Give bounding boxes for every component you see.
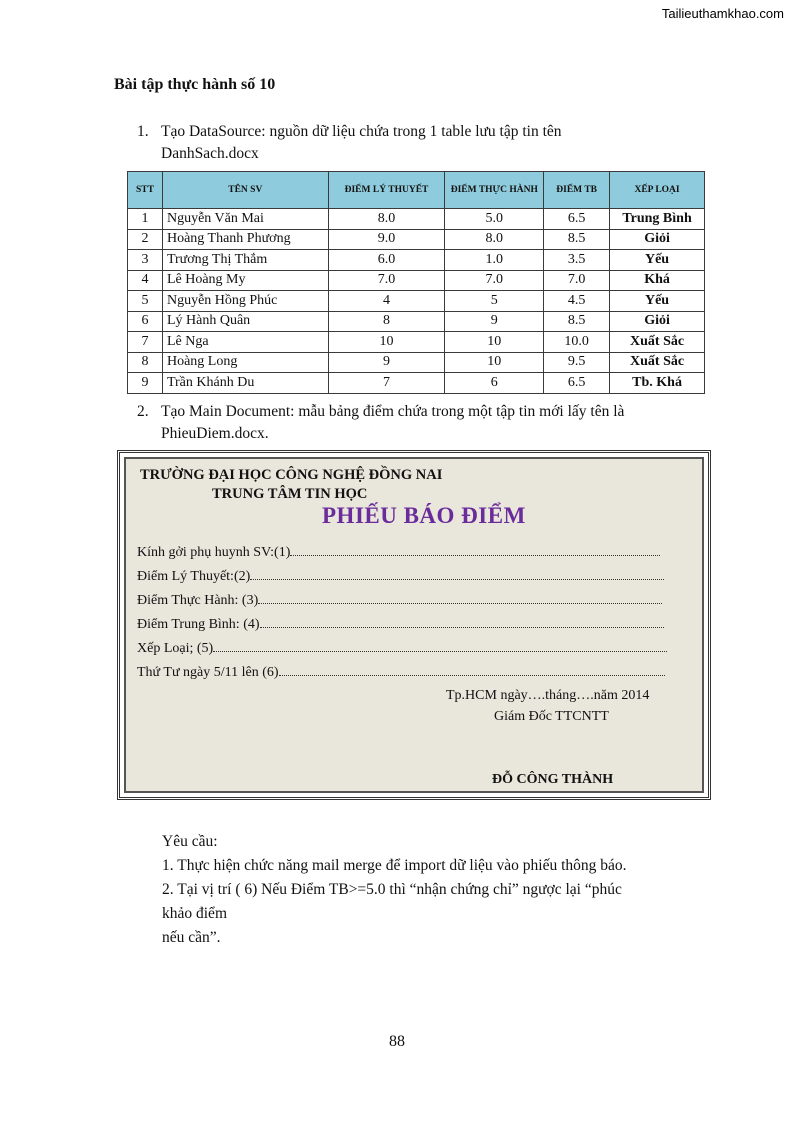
- practice-cell: 9: [445, 311, 544, 332]
- stt-cell: 9: [128, 373, 163, 394]
- name-cell: Nguyễn Hồng Phúc: [162, 291, 328, 312]
- step-1: [137, 121, 657, 165]
- card-title: PHIẾU BÁO ĐIỂM: [322, 503, 526, 528]
- step-2-number: 2.: [137, 403, 149, 420]
- requirement-1: 1. Thực hiện chức năng mail merge để import dữ liệu vào phiếu thông báo.: [162, 857, 627, 874]
- step-2-line-2: PhieuDiem.docx.: [161, 425, 269, 442]
- table-row: [128, 291, 705, 312]
- average-cell: 8.5: [544, 229, 610, 250]
- theory-cell: 6.0: [328, 250, 445, 271]
- requirement-2-end: nếu cần”.: [162, 929, 221, 946]
- practice-cell: 8.0: [445, 229, 544, 250]
- name-cell: Lê Nga: [162, 332, 328, 353]
- stt-cell: 1: [128, 209, 163, 230]
- table-row: [128, 209, 705, 230]
- field-line: Điểm Trung Bình: (4): [137, 617, 664, 633]
- practice-cell: 1.0: [445, 250, 544, 271]
- header-stt: STT: [128, 172, 163, 209]
- field-line: Kính gởi phụ huynh SV:(1): [137, 545, 660, 561]
- table-row: [128, 373, 705, 394]
- practice-cell: 7.0: [445, 270, 544, 291]
- practice-cell: 5: [445, 291, 544, 312]
- rank-cell: Xuất Sắc: [610, 332, 705, 353]
- header-name: TÊN SV: [162, 172, 328, 209]
- stt-cell: 5: [128, 291, 163, 312]
- name-cell: Nguyễn Văn Mai: [162, 209, 328, 230]
- step-2-line-1: Tạo Main Document: mẫu bảng điểm chứa trong một tập tin mới lấy tên là: [161, 403, 625, 420]
- field-line: Điểm Thực Hành: (3): [137, 593, 662, 609]
- school-name: TRƯỜNG ĐẠI HỌC CÔNG NGHỆ ĐỒNG NAI: [140, 467, 443, 483]
- requirement-2-cont: khảo điểm: [162, 905, 227, 922]
- page-number: 88: [389, 1033, 405, 1050]
- average-cell: 6.5: [544, 209, 610, 230]
- field-line: Xếp Loại; (5): [137, 641, 667, 657]
- score-report-card: [117, 450, 711, 800]
- table-row: [128, 332, 705, 353]
- exercise-heading: Bài tập thực hành số 10: [114, 76, 276, 93]
- name-cell: Hoàng Long: [162, 352, 328, 373]
- table-row: [128, 229, 705, 250]
- table-row: [128, 311, 705, 332]
- practice-cell: 10: [445, 352, 544, 373]
- rank-cell: Yếu: [610, 250, 705, 271]
- field-line: Điểm Lý Thuyết:(2): [137, 569, 664, 585]
- rank-cell: Trung Bình: [610, 209, 705, 230]
- table-header-row: [128, 172, 705, 209]
- requirement-2: 2. Tại vị trí ( 6) Nếu Điểm TB>=5.0 thì “nhận chứng chỉ” ngược lại “phúc: [162, 881, 622, 898]
- name-cell: Trần Khánh Du: [162, 373, 328, 394]
- rank-cell: Tb. Khá: [610, 373, 705, 394]
- average-cell: 8.5: [544, 311, 610, 332]
- average-cell: 6.5: [544, 373, 610, 394]
- step-1-line-1: Tạo DataSource: nguồn dữ liệu chứa trong 1 table lưu tập tin tên: [161, 123, 562, 140]
- practice-cell: 5.0: [445, 209, 544, 230]
- table-row: [128, 270, 705, 291]
- requirements: [162, 830, 702, 950]
- average-cell: 7.0: [544, 270, 610, 291]
- step-1-number: 1.: [137, 123, 149, 140]
- average-cell: 3.5: [544, 250, 610, 271]
- header-rank: XẾP LOẠI: [610, 172, 705, 209]
- practice-cell: 10: [445, 332, 544, 353]
- signer-name: ĐỖ CÔNG THÀNH: [492, 772, 614, 787]
- stt-cell: 6: [128, 311, 163, 332]
- theory-cell: 4: [328, 291, 445, 312]
- step-2: [137, 401, 697, 445]
- rank-cell: Yếu: [610, 291, 705, 312]
- name-cell: Lý Hành Quân: [162, 311, 328, 332]
- header-practice: ĐIỂM THỰC HÀNH: [445, 172, 544, 209]
- theory-cell: 9: [328, 352, 445, 373]
- requirements-title: Yêu cầu:: [162, 833, 218, 850]
- theory-cell: 10: [328, 332, 445, 353]
- average-cell: 10.0: [544, 332, 610, 353]
- watermark: Tailieuthamkhao.com: [661, 6, 784, 21]
- average-cell: 9.5: [544, 352, 610, 373]
- step-1-line-2: DanhSach.docx: [161, 145, 259, 162]
- practice-cell: 6: [445, 373, 544, 394]
- student-data-table: [127, 171, 705, 394]
- rank-cell: Xuất Sắc: [610, 352, 705, 373]
- director-title: Giám Đốc TTCNTT: [494, 709, 609, 724]
- field-line: Thứ Tư ngày 5/11 lên (6): [137, 665, 665, 681]
- table-row: [128, 352, 705, 373]
- name-cell: Trương Thị Thắm: [162, 250, 328, 271]
- rank-cell: Giỏi: [610, 229, 705, 250]
- rank-cell: Giỏi: [610, 311, 705, 332]
- stt-cell: 3: [128, 250, 163, 271]
- center-name: TRUNG TÂM TIN HỌC: [212, 486, 368, 502]
- average-cell: 4.5: [544, 291, 610, 312]
- header-theory: ĐIỂM LÝ THUYẾT: [328, 172, 445, 209]
- theory-cell: 8.0: [328, 209, 445, 230]
- date-line: Tp.HCM ngày….tháng….năm 2014: [446, 688, 650, 703]
- name-cell: Hoàng Thanh Phương: [162, 229, 328, 250]
- table-row: [128, 250, 705, 271]
- header-average: ĐIỂM TB: [544, 172, 610, 209]
- stt-cell: 7: [128, 332, 163, 353]
- stt-cell: 4: [128, 270, 163, 291]
- theory-cell: 9.0: [328, 229, 445, 250]
- theory-cell: 7.0: [328, 270, 445, 291]
- stt-cell: 8: [128, 352, 163, 373]
- theory-cell: 7: [328, 373, 445, 394]
- name-cell: Lê Hoàng My: [162, 270, 328, 291]
- rank-cell: Khá: [610, 270, 705, 291]
- theory-cell: 8: [328, 311, 445, 332]
- stt-cell: 2: [128, 229, 163, 250]
